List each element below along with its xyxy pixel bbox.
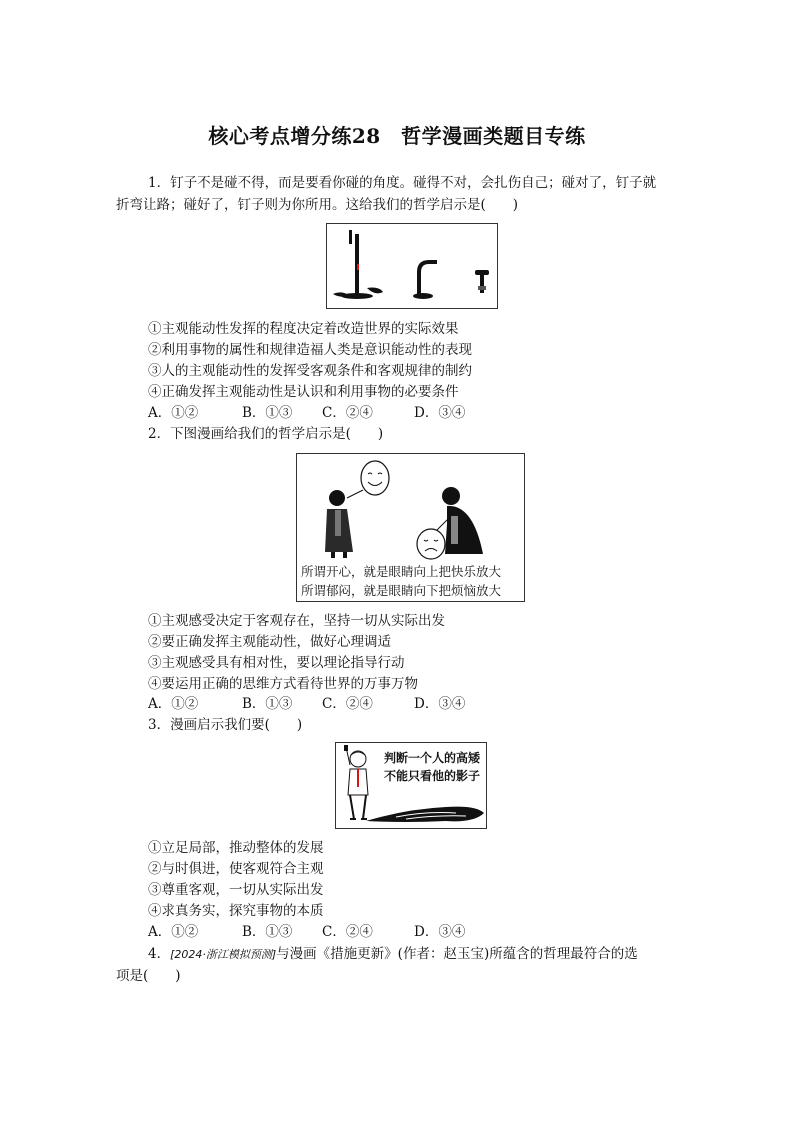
q1-option-4: ④正确发挥主观能动性是认识和利用事物的必要条件 — [148, 384, 459, 400]
q1-choice-d[interactable]: D．③④ — [414, 405, 466, 421]
q4-stem-text: 与漫画《措施更新》(作者：赵玉宝)所蕴含的哲理最符合的选 — [276, 946, 638, 962]
q4-stem-line2: 项是( ) — [116, 968, 181, 984]
q1-option-3: ③人的主观能动性的发挥受客观条件和客观规律的制约 — [148, 363, 472, 379]
q1-option-1: ①主观能动性发挥的程度决定着改造世界的实际效果 — [148, 321, 459, 337]
q3-answer-choices — [148, 922, 465, 942]
q4-number: 4． — [148, 946, 171, 962]
q2-choice-d[interactable]: D．③④ — [414, 696, 466, 712]
q3-option-4: ④求真务实，探究事物的本质 — [148, 903, 324, 919]
q1-answer-choices — [148, 403, 465, 423]
q3-option-3: ③尊重客观，一切从实际出发 — [148, 882, 324, 898]
q3-choice-b[interactable]: B．①③ — [242, 924, 293, 940]
q3-stem: 3．漫画启示我们要( ) — [148, 717, 303, 733]
q3-choice-d[interactable]: D．③④ — [414, 924, 466, 940]
q3-option-1: ①立足局部，推动整体的发展 — [148, 840, 324, 856]
q1-choice-c[interactable]: C．②④ — [322, 405, 373, 421]
q2-caption-happy: 所谓开心，就是眼睛向上把快乐放大 — [301, 564, 502, 579]
q2-choice-a[interactable]: A．①② — [148, 696, 199, 712]
q3-bubble-line2: 不能只看他的影子 — [384, 769, 481, 783]
q2-choice-c[interactable]: C．②④ — [322, 696, 373, 712]
q1-choice-a[interactable]: A．①② — [148, 405, 199, 421]
q3-option-2: ②与时俱进，使客观符合主观 — [148, 861, 324, 877]
q1-stem-line1: 1．钉子不是碰不得，而是要看你碰的角度。碰得不对，会扎伤自己；碰对了，钉子就 — [148, 175, 657, 191]
q3-cartoon — [335, 742, 487, 829]
q3-choice-c[interactable]: C．②④ — [322, 924, 373, 940]
q3-bubble-line1: 判断一个人的高矮 — [384, 751, 481, 765]
q4-stem-line1 — [148, 944, 638, 965]
q2-option-4: ④要运用正确的思维方式看待世界的万事万物 — [148, 676, 418, 692]
q2-option-3: ③主观感受具有相对性，要以理论指导行动 — [148, 655, 405, 671]
q2-option-1: ①主观感受决定于客观存在，坚持一切从实际出发 — [148, 613, 445, 629]
q3-choice-a[interactable]: A．①② — [148, 924, 199, 940]
q2-cartoon — [296, 453, 525, 602]
q2-option-2: ②要正确发挥主观能动性，做好心理调适 — [148, 634, 391, 650]
q1-choice-b[interactable]: B．①③ — [242, 405, 293, 421]
q1-nail-illustration — [326, 223, 498, 309]
page-title: 核心考点增分练28 哲学漫画类题目专练 — [208, 124, 586, 148]
q2-choice-b[interactable]: B．①③ — [242, 696, 293, 712]
q3-speech-bubble — [384, 749, 480, 785]
q1-option-2: ②利用事物的属性和规律造福人类是意识能动性的表现 — [148, 342, 472, 358]
q2-stem: 2．下图漫画给我们的哲学启示是( ) — [148, 426, 384, 442]
q4-source: [2024·浙江模拟预测] — [170, 948, 277, 961]
q2-answer-choices — [148, 694, 465, 714]
q2-caption-gloomy: 所谓郁闷，就是眼睛向下把烦恼放大 — [301, 583, 502, 598]
q1-stem-line2: 折弯让路；碰好了，钉子则为你所用。这给我们的哲学启示是( ) — [116, 197, 519, 213]
